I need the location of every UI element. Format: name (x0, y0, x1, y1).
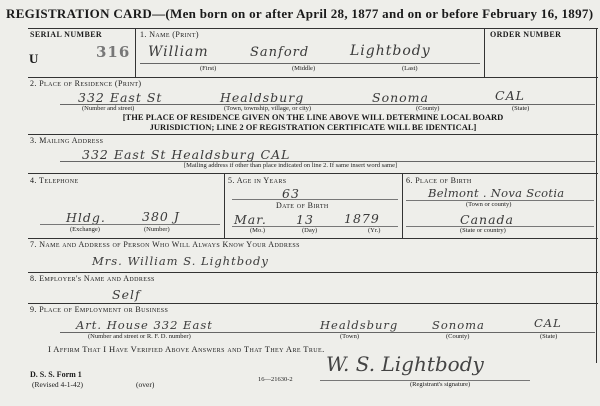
employment-label: 9. Place of Employment or Business (30, 305, 169, 314)
registrant-signature: W. S. Lightbody (326, 352, 484, 376)
residence-state-caption: (State) (512, 105, 530, 112)
telephone-exchange-caption: (Exchange) (70, 226, 100, 233)
last-name-value: Lightbody (350, 43, 431, 59)
age-underline (232, 199, 398, 200)
telephone-label: 4. Telephone (30, 176, 79, 185)
form-revised: (Revised 4-1-42) (32, 380, 84, 389)
serial-prefix: U (29, 51, 39, 66)
employment-state-value: CAL (534, 316, 562, 330)
order-number-label: ORDER NUMBER (490, 30, 562, 39)
employment-town-value: Healdsburg (320, 318, 399, 332)
residence-number-caption: (Number and street) (82, 105, 135, 112)
birth-year-value: 1879 (344, 211, 380, 226)
first-name-value: William (148, 44, 209, 60)
age-value: 63 (282, 186, 300, 201)
frame-top-line (28, 28, 598, 29)
residence-town-caption: (Town, township, village, or city) (224, 105, 312, 112)
row8-bottom-line (28, 303, 598, 304)
birth-day-value: 13 (296, 212, 314, 227)
jurisdiction-notice-2: JURISDICTION; LINE 2 OF REGISTRATION CERTIFICATE WILL BE IDENTICAL] (149, 122, 477, 132)
affirmation-text: I Affirm That I Have Verified Above Answers and That They Are True. (48, 344, 325, 354)
employment-street-value: Art. House 332 East (76, 318, 213, 332)
birth-month-caption: (Mo.) (250, 227, 265, 234)
employer-value: Self (112, 287, 141, 302)
serial-number-value: 316 (96, 43, 131, 61)
card-title-main: REGISTRATION CARD (6, 6, 153, 21)
birth-month-value: Mar. (234, 212, 267, 227)
name-label: 1. Name (Print) (140, 30, 199, 39)
serial-number-label: SERIAL NUMBER (30, 30, 103, 39)
last-caption: (Last) (402, 65, 418, 72)
residence-state-value: CAL (495, 88, 525, 103)
row2-bottom-line (28, 134, 598, 135)
birth-country-value: Canada (460, 212, 514, 227)
place-of-birth-label: 6. Place of Birth (406, 176, 472, 185)
telephone-number-caption: (Number) (144, 226, 170, 233)
mailing-caption: [Mailing address if other than place indicated on line 2. If same insert word same] (184, 162, 398, 169)
employment-state-caption: (State) (540, 333, 558, 340)
residence-street-value: 332 East St (78, 90, 163, 105)
birth-town-caption: (Town or county) (466, 201, 512, 208)
age-label: 5. Age in Years (228, 176, 287, 185)
date-of-birth-label: Date of Birth (276, 201, 329, 210)
telephone-underline (40, 224, 220, 225)
mailing-value: 332 East St Healdsburg CAL (82, 147, 291, 162)
print-code: 16—21630-2 (258, 376, 293, 383)
telephone-number-value: 380 J (142, 209, 180, 224)
employment-number-caption: (Number and street or R. F. D. number) (88, 333, 191, 340)
contact-person-value: Mrs. William S. Lightbody (92, 254, 269, 268)
order-divider (484, 28, 485, 78)
residence-county-caption: (County) (416, 105, 440, 112)
telephone-exchange-value: Hldg. (66, 210, 106, 225)
employment-town-caption: (Town) (340, 333, 360, 340)
birth-country-caption: (State or country) (460, 227, 506, 234)
middle-name-value: Sanford (250, 45, 310, 60)
frame-right-line (596, 28, 597, 363)
form-number: D. S. S. Form 1 (30, 370, 82, 379)
contact-person-label: 7. Name and Address of Person Who Will Always Know Your Address (30, 240, 300, 249)
row3-bottom-line (28, 173, 598, 174)
employer-label: 8. Employer's Name and Address (30, 274, 155, 283)
card-title (6, 6, 593, 22)
middle-caption: (Middle) (292, 65, 316, 72)
card-title-subtitle: —(Men born on or after April 28, 1877 and on or before February 16, 1897) (152, 6, 594, 21)
name-underline (140, 63, 480, 64)
employment-county-value: Sonoma (432, 318, 485, 332)
tel-age-divider (224, 173, 225, 239)
row1-bottom-line (28, 77, 598, 78)
first-caption: (First) (200, 65, 217, 72)
residence-town-value: Healdsburg (220, 90, 305, 105)
birth-day-caption: (Day) (302, 227, 318, 234)
signature-caption: (Registrant's signature) (410, 381, 471, 388)
serial-divider (135, 28, 136, 78)
birth-town-value: Belmont . Nova Scotia (428, 186, 565, 200)
birth-year-caption: (Yr.) (368, 227, 381, 234)
row7-bottom-line (28, 272, 598, 273)
residence-label: 2. Place of Residence (Print) (30, 79, 142, 88)
form-over: (over) (136, 380, 155, 389)
employment-county-caption: (County) (446, 333, 470, 340)
mailing-label: 3. Mailing Address (30, 136, 104, 145)
row4-bottom-line (28, 238, 598, 239)
age-birth-divider (402, 173, 403, 239)
jurisdiction-notice-1: [THE PLACE OF RESIDENCE GIVEN ON THE LINE ABOVE WILL DETERMINE LOCAL BOARD (122, 112, 504, 122)
residence-county-value: Sonoma (372, 90, 429, 105)
